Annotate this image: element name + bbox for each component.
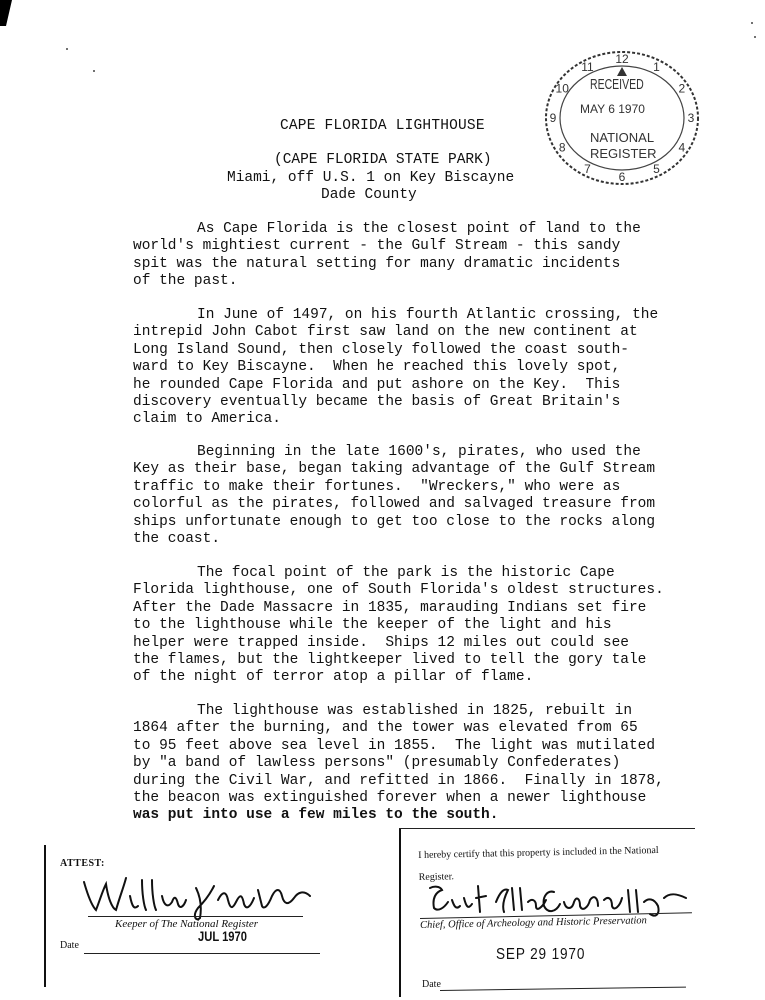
stamp-ring-number: 1: [653, 59, 660, 74]
stamp-ring-number: 4: [678, 140, 686, 155]
cert-date-label: Date: [422, 979, 441, 990]
chief-title: Chief, Office of Archeology and Historic Preservation: [420, 915, 647, 931]
paragraph-line: claim to America.: [133, 411, 281, 428]
paragraph-line: As Cape Florida is the closest point of land to the: [197, 221, 641, 237]
paragraph-line: traffic to make their fortunes. "Wreckers," who were as: [133, 478, 621, 495]
paragraph-line: Key as their base, began taking advantage of the Gulf Stream: [133, 461, 656, 478]
paragraph-line: world's mightiest current - the Gulf Stream - this sandy: [133, 238, 621, 255]
paragraph-line: Long Island Sound, then closely followed the coast south-: [133, 341, 629, 358]
paragraph-line: ships unfortunate enough to get too close to the rocks along: [133, 513, 656, 530]
document-location: Miami, off U.S. 1 on Key Biscayne: [227, 170, 515, 186]
cert-date-rule: [440, 987, 686, 991]
stamp-ring-number: 10: [555, 81, 569, 96]
scan-speck: [751, 22, 753, 24]
stamp-ring-number: 3: [687, 111, 695, 125]
paragraph-line: intrepid John Cabot first saw land on the new continent at: [133, 324, 638, 341]
stamp-received-text: RECEIVED: [590, 76, 644, 93]
stamp-ring-number: 7: [584, 162, 591, 177]
paragraph-line: helper were trapped inside. Ships 12 miles out could see: [133, 634, 629, 651]
paragraph-line: colorful as the pirates, followed and salvaged treasure from: [133, 496, 656, 513]
stamp-national-text: NATIONAL: [590, 130, 655, 145]
scan-speck: [93, 70, 95, 72]
attest-left-bar: [44, 845, 46, 987]
attest-date-label: Date: [60, 940, 79, 951]
certification-text: I hereby certify that this property is included in the National Register.: [418, 844, 659, 883]
paragraph-line: Beginning in the late 1600's, pirates, who used the: [197, 444, 641, 460]
stamp-ring: [542, 48, 702, 188]
paragraph-line: After the Dade Massacre in 1835, marauding Indians set fire: [133, 599, 647, 616]
corner-mark: [0, 0, 12, 26]
paragraph-line: spit was the natural setting for many dramatic incidents: [133, 255, 621, 272]
stamp-ring-number: 9: [549, 111, 557, 125]
paragraph-line: during the Civil War, and refitted in 1866. Finally in 1878,: [133, 772, 664, 789]
paragraph-line: the flames, but the lightkeeper lived to tell the gory tale: [133, 652, 647, 669]
stamp-ring-number: 2: [678, 81, 686, 96]
paragraph-3: [133, 444, 693, 548]
document-county: Dade County: [321, 187, 417, 203]
received-stamp: [542, 48, 702, 188]
paragraph-5: [133, 703, 693, 825]
stamp-ring-number: 6: [618, 170, 626, 184]
stamp-ring-number: 12: [615, 52, 629, 66]
paragraph-line: Florida lighthouse, one of South Florida's oldest structures.: [133, 582, 664, 599]
document-subtitle: (CAPE FLORIDA STATE PARK): [274, 152, 492, 168]
keeper-title: Keeper of The National Register: [115, 918, 258, 930]
paragraph-line: 1864 after the burning, and the tower was elevated from 65: [133, 720, 638, 737]
paragraph-line: he rounded Cape Florida and put ashore on the Key. This: [133, 376, 621, 393]
paragraph-line: The focal point of the park is the historic Cape: [197, 565, 615, 581]
scan-speck: [754, 36, 756, 38]
paragraph-line: The lighthouse was established in 1825, rebuilt in: [197, 703, 633, 719]
paragraph-line: to the lighthouse while the keeper of the light and his: [133, 617, 612, 634]
paragraph-line: of the past.: [133, 273, 238, 290]
paragraph-line: was put into use a few miles to the south.: [133, 807, 499, 824]
attest-date-stamp: JUL 1970: [198, 928, 247, 944]
paragraph-line: to 95 feet above sea level in 1855. The light was mutilated: [133, 737, 656, 754]
paragraph-line: ward to Key Biscayne. When he reached this lovely spot,: [133, 359, 621, 376]
cert-date-stamp: SEP 29 1970: [496, 946, 586, 963]
attest-label: ATTEST:: [60, 858, 105, 869]
keeper-signature-rule: [88, 916, 303, 917]
paragraph-line: In June of 1497, on his fourth Atlantic crossing, the: [197, 307, 659, 323]
stamp-register-text: REGISTER: [590, 146, 657, 161]
cert-left-bar: [399, 829, 401, 997]
paragraph-line: by "a band of lawless persons" (presumably Confederates): [133, 755, 621, 772]
cert-top-rule: [399, 828, 695, 829]
paragraph-line: of the night of terror atop a pillar of flame.: [133, 669, 534, 686]
paragraph-line: discovery eventually became the basis of Great Britain's: [133, 394, 621, 411]
paragraph-2: [133, 307, 693, 429]
paragraph-line: the coast.: [133, 531, 221, 548]
stamp-ring-number: 8: [558, 140, 566, 155]
stamp-ring-number: 5: [653, 162, 660, 177]
paragraph-line: the beacon was extinguished forever when a newer lighthouse: [133, 790, 647, 807]
paragraph-1: [133, 221, 693, 291]
attest-date-rule: [84, 953, 320, 954]
paragraph-4: [133, 565, 693, 687]
stamp-date-text: MAY 6 1970: [580, 102, 645, 116]
document-title: CAPE FLORIDA LIGHTHOUSE: [280, 118, 485, 134]
scan-speck: [66, 48, 68, 50]
stamp-ring-number: 11: [581, 59, 594, 74]
